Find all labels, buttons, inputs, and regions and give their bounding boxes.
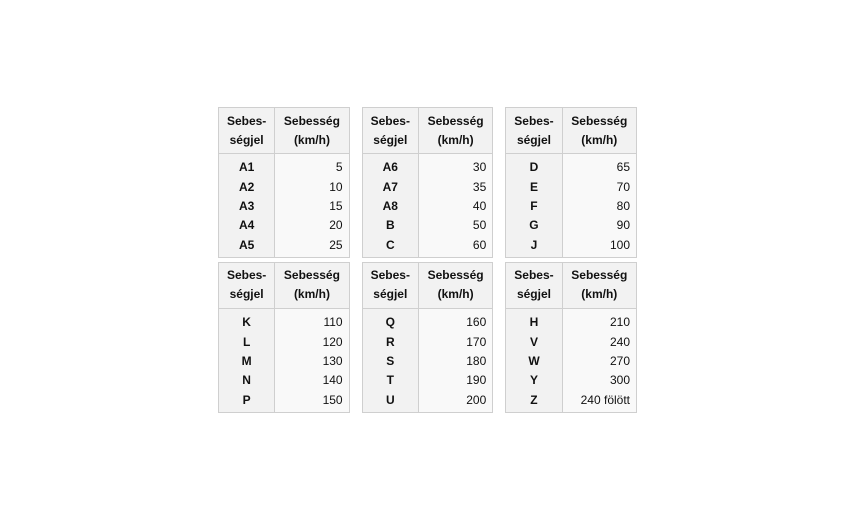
column-separator xyxy=(349,216,362,235)
speed-symbol-cell: D xyxy=(506,154,562,178)
column-separator xyxy=(349,177,362,196)
header-speed-symbol xyxy=(506,262,562,308)
column-separator xyxy=(493,216,506,235)
column-separator xyxy=(493,177,506,196)
speed-value-cell: 10 xyxy=(275,177,349,196)
speed-value-cell: 110 xyxy=(275,308,349,332)
header-speed-line2: (km/h) xyxy=(581,287,618,302)
column-separator xyxy=(349,262,362,308)
column-separator xyxy=(493,236,506,258)
speed-symbol-cell: T xyxy=(362,371,418,390)
column-separator xyxy=(349,236,362,258)
column-separator xyxy=(493,197,506,216)
header-speed-symbol xyxy=(219,262,275,308)
speed-symbol-cell: W xyxy=(506,352,562,371)
header-symbol-line2: ségjel xyxy=(229,287,264,302)
header-symbol-line2: ségjel xyxy=(229,132,264,147)
speed-value-cell: 270 xyxy=(562,352,636,371)
column-separator xyxy=(493,391,506,413)
speed-symbol-cell: H xyxy=(506,308,562,332)
header-speed-kmh xyxy=(562,262,636,308)
table-row xyxy=(219,154,637,178)
speed-value-cell: 120 xyxy=(275,332,349,351)
speed-value-cell: 40 xyxy=(418,197,492,216)
speed-symbol-cell: G xyxy=(506,216,562,235)
speed-symbol-cell: A4 xyxy=(219,216,275,235)
column-separator xyxy=(349,352,362,371)
header-speed-symbol xyxy=(506,108,562,154)
column-separator xyxy=(493,371,506,390)
header-speed-kmh xyxy=(418,108,492,154)
speed-value-cell: 15 xyxy=(275,197,349,216)
header-speed-line1: Sebesség xyxy=(427,113,484,128)
speed-symbol-cell: N xyxy=(219,371,275,390)
speed-value-cell: 35 xyxy=(418,177,492,196)
table-row xyxy=(219,332,637,351)
header-speed-line2: (km/h) xyxy=(437,132,474,147)
speed-value-cell: 180 xyxy=(418,352,492,371)
speed-value-cell: 150 xyxy=(275,391,349,413)
header-row xyxy=(219,108,637,154)
header-row xyxy=(219,262,637,308)
column-separator xyxy=(493,108,506,154)
header-speed-kmh xyxy=(562,108,636,154)
header-speed-line1: Sebesség xyxy=(571,113,628,128)
column-separator xyxy=(493,332,506,351)
speed-symbol-cell: F xyxy=(506,197,562,216)
speed-symbol-cell: A1 xyxy=(219,154,275,178)
table-row xyxy=(219,236,637,258)
speed-value-cell: 90 xyxy=(562,216,636,235)
column-separator xyxy=(493,308,506,332)
header-speed-line1: Sebesség xyxy=(283,113,340,128)
header-speed-line1: Sebesség xyxy=(283,268,340,283)
speed-value-cell: 70 xyxy=(562,177,636,196)
speed-value-cell: 170 xyxy=(418,332,492,351)
speed-value-cell: 140 xyxy=(275,371,349,390)
header-speed-line2: (km/h) xyxy=(293,287,330,302)
table-row xyxy=(219,197,637,216)
speed-symbol-cell: A7 xyxy=(362,177,418,196)
speed-symbol-cell: R xyxy=(362,332,418,351)
header-speed-symbol xyxy=(362,262,418,308)
speed-symbol-cell: A3 xyxy=(219,197,275,216)
header-symbol-line1: Sebes- xyxy=(514,268,554,283)
speed-symbol-cell: E xyxy=(506,177,562,196)
header-speed-kmh xyxy=(275,108,349,154)
speed-symbol-cell: B xyxy=(362,216,418,235)
header-speed-line2: (km/h) xyxy=(293,132,330,147)
speed-value-cell: 200 xyxy=(418,391,492,413)
header-symbol-line1: Sebes- xyxy=(226,113,267,128)
speed-rating-table xyxy=(218,107,637,413)
speed-symbol-cell: V xyxy=(506,332,562,351)
column-separator xyxy=(349,308,362,332)
speed-value-cell: 100 xyxy=(562,236,636,258)
speed-value-cell: 25 xyxy=(275,236,349,258)
column-separator xyxy=(349,197,362,216)
speed-value-cell: 190 xyxy=(418,371,492,390)
speed-value-cell: 240 xyxy=(562,332,636,351)
column-separator xyxy=(493,154,506,178)
header-speed-line1: Sebesség xyxy=(571,268,628,283)
speed-value-cell: 130 xyxy=(275,352,349,371)
header-speed-line1: Sebesség xyxy=(427,268,484,283)
header-symbol-line2: ségjel xyxy=(516,287,551,302)
header-symbol-line1: Sebes- xyxy=(514,113,554,128)
header-speed-kmh xyxy=(418,262,492,308)
speed-value-cell: 300 xyxy=(562,371,636,390)
header-symbol-line1: Sebes- xyxy=(370,113,410,128)
speed-rating-tables xyxy=(218,107,637,413)
header-symbol-line2: ségjel xyxy=(373,132,408,147)
speed-symbol-cell: Z xyxy=(506,391,562,413)
column-separator xyxy=(349,391,362,413)
table-row xyxy=(219,371,637,390)
header-speed-kmh xyxy=(275,262,349,308)
table-row xyxy=(219,308,637,332)
speed-symbol-cell: Q xyxy=(362,308,418,332)
column-separator xyxy=(493,262,506,308)
column-separator xyxy=(349,332,362,351)
speed-symbol-cell: C xyxy=(362,236,418,258)
speed-symbol-cell: A8 xyxy=(362,197,418,216)
column-separator xyxy=(349,108,362,154)
header-speed-line2: (km/h) xyxy=(581,132,618,147)
speed-symbol-cell: A2 xyxy=(219,177,275,196)
header-symbol-line1: Sebes- xyxy=(370,268,410,283)
speed-symbol-cell: L xyxy=(219,332,275,351)
table-row xyxy=(219,391,637,413)
speed-symbol-cell: A6 xyxy=(362,154,418,178)
header-speed-symbol xyxy=(362,108,418,154)
speed-value-cell: 20 xyxy=(275,216,349,235)
column-separator xyxy=(493,352,506,371)
speed-value-cell: 65 xyxy=(562,154,636,178)
speed-value-cell: 60 xyxy=(418,236,492,258)
table-row xyxy=(219,352,637,371)
speed-symbol-cell: U xyxy=(362,391,418,413)
speed-value-cell: 210 xyxy=(562,308,636,332)
speed-value-cell: 160 xyxy=(418,308,492,332)
speed-symbol-cell: M xyxy=(219,352,275,371)
column-separator xyxy=(349,371,362,390)
table-row xyxy=(219,216,637,235)
speed-symbol-cell: K xyxy=(219,308,275,332)
header-symbol-line2: ségjel xyxy=(373,287,408,302)
header-symbol-line2: ségjel xyxy=(516,132,551,147)
speed-value-cell: 5 xyxy=(275,154,349,178)
speed-symbol-cell: J xyxy=(506,236,562,258)
speed-symbol-cell: P xyxy=(219,391,275,413)
speed-symbol-cell: A5 xyxy=(219,236,275,258)
speed-value-cell: 240 fölött xyxy=(562,391,636,413)
header-symbol-line1: Sebes- xyxy=(226,268,267,283)
table-row xyxy=(219,177,637,196)
speed-value-cell: 80 xyxy=(562,197,636,216)
header-speed-symbol xyxy=(219,108,275,154)
header-speed-line2: (km/h) xyxy=(437,287,474,302)
speed-symbol-cell: Y xyxy=(506,371,562,390)
speed-value-cell: 30 xyxy=(418,154,492,178)
column-separator xyxy=(349,154,362,178)
speed-symbol-cell: S xyxy=(362,352,418,371)
speed-value-cell: 50 xyxy=(418,216,492,235)
